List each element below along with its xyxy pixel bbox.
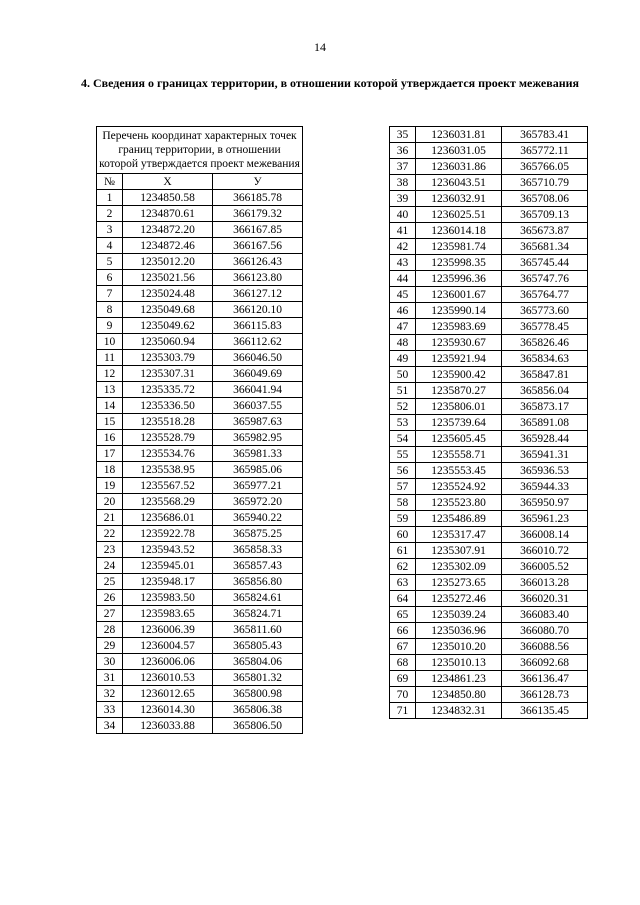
x-coordinate-cell: 1236006.39 (123, 622, 213, 638)
y-coordinate-cell: 366112.62 (213, 334, 303, 350)
y-coordinate-cell: 365941.31 (502, 447, 588, 463)
x-coordinate-cell: 1235930.67 (416, 335, 502, 351)
point-number-cell: 11 (97, 350, 123, 366)
table-row (97, 190, 303, 206)
x-coordinate-cell: 1235049.68 (123, 302, 213, 318)
point-number-cell: 24 (97, 558, 123, 574)
y-coordinate-cell: 366128.73 (502, 687, 588, 703)
x-coordinate-cell: 1235336.50 (123, 398, 213, 414)
point-number-cell: 70 (390, 687, 416, 703)
x-coordinate-cell: 1235486.89 (416, 511, 502, 527)
point-number-cell: 4 (97, 238, 123, 254)
table-row (97, 254, 303, 270)
table-row (97, 350, 303, 366)
table-row (97, 478, 303, 494)
y-coordinate-cell: 366049.69 (213, 366, 303, 382)
y-coordinate-cell: 365783.41 (502, 127, 588, 143)
y-coordinate-cell: 365944.33 (502, 479, 588, 495)
table-row (390, 351, 588, 367)
x-coordinate-cell: 1235990.14 (416, 303, 502, 319)
x-coordinate-cell: 1235335.72 (123, 382, 213, 398)
table-row (390, 463, 588, 479)
table-row (97, 414, 303, 430)
table-row (97, 398, 303, 414)
coordinates-table-right (389, 126, 588, 719)
table-row (390, 703, 588, 719)
y-coordinate-cell: 365834.63 (502, 351, 588, 367)
point-number-cell: 55 (390, 447, 416, 463)
table-row (97, 510, 303, 526)
y-coordinate-cell: 365928.44 (502, 431, 588, 447)
table-row (390, 335, 588, 351)
y-coordinate-cell: 365891.08 (502, 415, 588, 431)
point-number-cell: 15 (97, 414, 123, 430)
x-coordinate-cell: 1235686.01 (123, 510, 213, 526)
table-row (390, 239, 588, 255)
table-row (390, 399, 588, 415)
x-coordinate-cell: 1236014.18 (416, 223, 502, 239)
y-coordinate-cell: 366179.32 (213, 206, 303, 222)
x-coordinate-cell: 1235302.09 (416, 559, 502, 575)
y-coordinate-cell: 365950.97 (502, 495, 588, 511)
y-coordinate-cell: 366037.55 (213, 398, 303, 414)
point-number-cell: 64 (390, 591, 416, 607)
table-row (390, 415, 588, 431)
x-coordinate-cell: 1234861.23 (416, 671, 502, 687)
table-row (390, 367, 588, 383)
x-coordinate-cell: 1235870.27 (416, 383, 502, 399)
table-row (390, 495, 588, 511)
point-number-cell: 29 (97, 638, 123, 654)
point-number-cell: 32 (97, 686, 123, 702)
y-coordinate-cell: 366080.70 (502, 623, 588, 639)
y-coordinate-cell: 365778.45 (502, 319, 588, 335)
y-coordinate-cell: 366092.68 (502, 655, 588, 671)
table-row (390, 527, 588, 543)
y-coordinate-cell: 365811.60 (213, 622, 303, 638)
y-coordinate-cell: 366010.72 (502, 543, 588, 559)
point-number-cell: 45 (390, 287, 416, 303)
y-coordinate-cell: 365936.53 (502, 463, 588, 479)
coordinates-table-left (96, 126, 303, 734)
table-row (390, 159, 588, 175)
table-row (97, 366, 303, 382)
x-coordinate-cell: 1235524.92 (416, 479, 502, 495)
point-number-cell: 27 (97, 606, 123, 622)
x-coordinate-cell: 1235900.42 (416, 367, 502, 383)
x-coordinate-cell: 1235538.95 (123, 462, 213, 478)
x-coordinate-cell: 1235523.80 (416, 495, 502, 511)
point-number-cell: 63 (390, 575, 416, 591)
point-number-cell: 68 (390, 655, 416, 671)
point-number-cell: 50 (390, 367, 416, 383)
table-row (390, 271, 588, 287)
point-number-cell: 14 (97, 398, 123, 414)
x-coordinate-cell: 1235272.46 (416, 591, 502, 607)
y-coordinate-cell: 365772.11 (502, 143, 588, 159)
x-coordinate-cell: 1235528.79 (123, 430, 213, 446)
point-number-cell: 34 (97, 718, 123, 734)
point-number-cell: 35 (390, 127, 416, 143)
table-row (390, 303, 588, 319)
table-row (390, 223, 588, 239)
point-number-cell: 41 (390, 223, 416, 239)
point-number-cell: 56 (390, 463, 416, 479)
y-coordinate-cell: 366083.40 (502, 607, 588, 623)
y-coordinate-cell: 366120.10 (213, 302, 303, 318)
y-coordinate-cell: 365708.06 (502, 191, 588, 207)
table-row (97, 382, 303, 398)
y-coordinate-cell: 366020.31 (502, 591, 588, 607)
y-coordinate-cell: 366041.94 (213, 382, 303, 398)
table-row (390, 687, 588, 703)
y-coordinate-cell: 366127.12 (213, 286, 303, 302)
y-coordinate-cell: 366008.14 (502, 527, 588, 543)
point-number-cell: 52 (390, 399, 416, 415)
point-number-cell: 60 (390, 527, 416, 543)
table-row (97, 462, 303, 478)
table-row (390, 255, 588, 271)
table-row (390, 191, 588, 207)
x-coordinate-cell: 1236031.86 (416, 159, 502, 175)
point-number-cell: 37 (390, 159, 416, 175)
table-row (97, 606, 303, 622)
y-coordinate-cell: 365745.44 (502, 255, 588, 271)
x-coordinate-cell: 1235036.96 (416, 623, 502, 639)
point-number-cell: 5 (97, 254, 123, 270)
column-header-number: № (97, 174, 123, 190)
table-row (97, 526, 303, 542)
y-coordinate-cell: 365673.87 (502, 223, 588, 239)
x-coordinate-cell: 1235983.65 (123, 606, 213, 622)
x-coordinate-cell: 1234850.80 (416, 687, 502, 703)
y-coordinate-cell: 365764.77 (502, 287, 588, 303)
table-row (97, 430, 303, 446)
x-coordinate-cell: 1236006.06 (123, 654, 213, 670)
y-coordinate-cell: 365806.38 (213, 702, 303, 718)
x-coordinate-cell: 1235558.71 (416, 447, 502, 463)
x-coordinate-cell: 1235534.76 (123, 446, 213, 462)
table-row (390, 383, 588, 399)
table-row (97, 574, 303, 590)
x-coordinate-cell: 1235307.91 (416, 543, 502, 559)
table-row (390, 543, 588, 559)
table-row (390, 207, 588, 223)
y-coordinate-cell: 366167.85 (213, 222, 303, 238)
table-row (390, 431, 588, 447)
point-number-cell: 62 (390, 559, 416, 575)
point-number-cell: 47 (390, 319, 416, 335)
y-coordinate-cell: 366126.43 (213, 254, 303, 270)
point-number-cell: 6 (97, 270, 123, 286)
y-coordinate-cell: 365982.95 (213, 430, 303, 446)
point-number-cell: 28 (97, 622, 123, 638)
x-coordinate-cell: 1235060.94 (123, 334, 213, 350)
point-number-cell: 10 (97, 334, 123, 350)
table-row (390, 287, 588, 303)
y-coordinate-cell: 365773.60 (502, 303, 588, 319)
point-number-cell: 48 (390, 335, 416, 351)
table-row (97, 206, 303, 222)
table-row (97, 334, 303, 350)
x-coordinate-cell: 1235983.50 (123, 590, 213, 606)
y-coordinate-cell: 365800.98 (213, 686, 303, 702)
x-coordinate-cell: 1235273.65 (416, 575, 502, 591)
x-coordinate-cell: 1235568.29 (123, 494, 213, 510)
point-number-cell: 3 (97, 222, 123, 238)
x-coordinate-cell: 1235945.01 (123, 558, 213, 574)
y-coordinate-cell: 365940.22 (213, 510, 303, 526)
table-row (97, 558, 303, 574)
point-number-cell: 18 (97, 462, 123, 478)
point-number-cell: 20 (97, 494, 123, 510)
y-coordinate-cell: 365875.25 (213, 526, 303, 542)
x-coordinate-cell: 1235806.01 (416, 399, 502, 415)
y-coordinate-cell: 365806.50 (213, 718, 303, 734)
table-row (97, 286, 303, 302)
y-coordinate-cell: 365977.21 (213, 478, 303, 494)
x-coordinate-cell: 1234872.46 (123, 238, 213, 254)
table-row (97, 638, 303, 654)
table-row (97, 718, 303, 734)
y-coordinate-cell: 365847.81 (502, 367, 588, 383)
point-number-cell: 21 (97, 510, 123, 526)
x-coordinate-cell: 1234832.31 (416, 703, 502, 719)
point-number-cell: 43 (390, 255, 416, 271)
point-number-cell: 25 (97, 574, 123, 590)
point-number-cell: 44 (390, 271, 416, 287)
x-coordinate-cell: 1235010.13 (416, 655, 502, 671)
point-number-cell: 22 (97, 526, 123, 542)
table-row (390, 655, 588, 671)
x-coordinate-cell: 1235996.36 (416, 271, 502, 287)
y-coordinate-cell: 365856.04 (502, 383, 588, 399)
section-heading: 4. Сведения о границах территории, в отношении которой утверждается проект межевания (80, 76, 580, 90)
point-number-cell: 1 (97, 190, 123, 206)
y-coordinate-cell: 365709.13 (502, 207, 588, 223)
x-coordinate-cell: 1235605.45 (416, 431, 502, 447)
y-coordinate-cell: 365805.43 (213, 638, 303, 654)
table-row (390, 591, 588, 607)
point-number-cell: 54 (390, 431, 416, 447)
table-row (97, 222, 303, 238)
table-row (390, 607, 588, 623)
x-coordinate-cell: 1235921.94 (416, 351, 502, 367)
y-coordinate-cell: 365985.06 (213, 462, 303, 478)
x-coordinate-cell: 1235024.48 (123, 286, 213, 302)
y-coordinate-cell: 365824.71 (213, 606, 303, 622)
table-row (390, 479, 588, 495)
y-coordinate-cell: 366013.28 (502, 575, 588, 591)
table-row (97, 670, 303, 686)
column-header-x: X (123, 174, 213, 190)
y-coordinate-cell: 366005.52 (502, 559, 588, 575)
y-coordinate-cell: 365972.20 (213, 494, 303, 510)
point-number-cell: 31 (97, 670, 123, 686)
table-row (97, 494, 303, 510)
point-number-cell: 17 (97, 446, 123, 462)
point-number-cell: 36 (390, 143, 416, 159)
point-number-cell: 66 (390, 623, 416, 639)
y-coordinate-cell: 366123.80 (213, 270, 303, 286)
point-number-cell: 57 (390, 479, 416, 495)
table-row (390, 575, 588, 591)
table-row (97, 686, 303, 702)
table-row (97, 622, 303, 638)
table-row (390, 511, 588, 527)
point-number-cell: 9 (97, 318, 123, 334)
point-number-cell: 58 (390, 495, 416, 511)
x-coordinate-cell: 1235983.69 (416, 319, 502, 335)
x-coordinate-cell: 1235739.64 (416, 415, 502, 431)
y-coordinate-cell: 365857.43 (213, 558, 303, 574)
table-row (97, 542, 303, 558)
table-row (97, 302, 303, 318)
x-coordinate-cell: 1236004.57 (123, 638, 213, 654)
table-row (97, 590, 303, 606)
x-coordinate-cell: 1236043.51 (416, 175, 502, 191)
point-number-cell: 67 (390, 639, 416, 655)
y-coordinate-cell: 366167.56 (213, 238, 303, 254)
y-coordinate-cell: 365987.63 (213, 414, 303, 430)
x-coordinate-cell: 1235021.56 (123, 270, 213, 286)
y-coordinate-cell: 365826.46 (502, 335, 588, 351)
table-row (390, 447, 588, 463)
y-coordinate-cell: 365856.80 (213, 574, 303, 590)
table-row (390, 559, 588, 575)
y-coordinate-cell: 365981.33 (213, 446, 303, 462)
x-coordinate-cell: 1235998.35 (416, 255, 502, 271)
x-coordinate-cell: 1235943.52 (123, 542, 213, 558)
table-row (390, 319, 588, 335)
x-coordinate-cell: 1235049.62 (123, 318, 213, 334)
point-number-cell: 8 (97, 302, 123, 318)
point-number-cell: 69 (390, 671, 416, 687)
point-number-cell: 12 (97, 366, 123, 382)
point-number-cell: 46 (390, 303, 416, 319)
y-coordinate-cell: 366185.78 (213, 190, 303, 206)
point-number-cell: 2 (97, 206, 123, 222)
y-coordinate-cell: 365681.34 (502, 239, 588, 255)
point-number-cell: 39 (390, 191, 416, 207)
y-coordinate-cell: 365824.61 (213, 590, 303, 606)
point-number-cell: 40 (390, 207, 416, 223)
x-coordinate-cell: 1236032.91 (416, 191, 502, 207)
y-coordinate-cell: 365801.32 (213, 670, 303, 686)
point-number-cell: 65 (390, 607, 416, 623)
x-coordinate-cell: 1236010.53 (123, 670, 213, 686)
x-coordinate-cell: 1235518.28 (123, 414, 213, 430)
table-row (390, 175, 588, 191)
table-row (97, 654, 303, 670)
x-coordinate-cell: 1236001.67 (416, 287, 502, 303)
table-row (390, 639, 588, 655)
x-coordinate-cell: 1234850.58 (123, 190, 213, 206)
x-coordinate-cell: 1234870.61 (123, 206, 213, 222)
point-number-cell: 42 (390, 239, 416, 255)
point-number-cell: 13 (97, 382, 123, 398)
y-coordinate-cell: 365747.76 (502, 271, 588, 287)
x-coordinate-cell: 1234872.20 (123, 222, 213, 238)
table-row (390, 623, 588, 639)
point-number-cell: 53 (390, 415, 416, 431)
table-row (97, 702, 303, 718)
x-coordinate-cell: 1236025.51 (416, 207, 502, 223)
y-coordinate-cell: 365766.05 (502, 159, 588, 175)
point-number-cell: 51 (390, 383, 416, 399)
x-coordinate-cell: 1235010.20 (416, 639, 502, 655)
table-row (390, 127, 588, 143)
coordinates-table-right-body (390, 127, 588, 719)
point-number-cell: 71 (390, 703, 416, 719)
y-coordinate-cell: 365873.17 (502, 399, 588, 415)
x-coordinate-cell: 1235039.24 (416, 607, 502, 623)
point-number-cell: 19 (97, 478, 123, 494)
point-number-cell: 49 (390, 351, 416, 367)
y-coordinate-cell: 365961.23 (502, 511, 588, 527)
x-coordinate-cell: 1235922.78 (123, 526, 213, 542)
point-number-cell: 23 (97, 542, 123, 558)
point-number-cell: 26 (97, 590, 123, 606)
table-row (390, 671, 588, 687)
x-coordinate-cell: 1236012.65 (123, 686, 213, 702)
x-coordinate-cell: 1235307.31 (123, 366, 213, 382)
page-number: 14 (314, 40, 326, 54)
y-coordinate-cell: 365710.79 (502, 175, 588, 191)
y-coordinate-cell: 366135.45 (502, 703, 588, 719)
point-number-cell: 7 (97, 286, 123, 302)
y-coordinate-cell: 366046.50 (213, 350, 303, 366)
y-coordinate-cell: 366088.56 (502, 639, 588, 655)
x-coordinate-cell: 1235303.79 (123, 350, 213, 366)
x-coordinate-cell: 1236033.88 (123, 718, 213, 734)
table-row (97, 238, 303, 254)
x-coordinate-cell: 1235948.17 (123, 574, 213, 590)
y-coordinate-cell: 366115.83 (213, 318, 303, 334)
table-row (390, 143, 588, 159)
point-number-cell: 59 (390, 511, 416, 527)
table-caption-row (97, 127, 303, 174)
point-number-cell: 38 (390, 175, 416, 191)
y-coordinate-cell: 365804.06 (213, 654, 303, 670)
x-coordinate-cell: 1236014.30 (123, 702, 213, 718)
x-coordinate-cell: 1235553.45 (416, 463, 502, 479)
point-number-cell: 16 (97, 430, 123, 446)
table-caption: Перечень координат характерных точек границ территории, в отношении которой утверждается проект межевания (97, 127, 303, 174)
x-coordinate-cell: 1236031.81 (416, 127, 502, 143)
x-coordinate-cell: 1235317.47 (416, 527, 502, 543)
table-row (97, 270, 303, 286)
coordinates-table-left-body (97, 190, 303, 734)
table-row (97, 446, 303, 462)
x-coordinate-cell: 1236031.05 (416, 143, 502, 159)
point-number-cell: 33 (97, 702, 123, 718)
x-coordinate-cell: 1235981.74 (416, 239, 502, 255)
x-coordinate-cell: 1235567.52 (123, 478, 213, 494)
y-coordinate-cell: 365858.33 (213, 542, 303, 558)
point-number-cell: 61 (390, 543, 416, 559)
table-header-row (97, 174, 303, 190)
column-header-y: У (213, 174, 303, 190)
x-coordinate-cell: 1235012.20 (123, 254, 213, 270)
table-row (97, 318, 303, 334)
y-coordinate-cell: 366136.47 (502, 671, 588, 687)
point-number-cell: 30 (97, 654, 123, 670)
